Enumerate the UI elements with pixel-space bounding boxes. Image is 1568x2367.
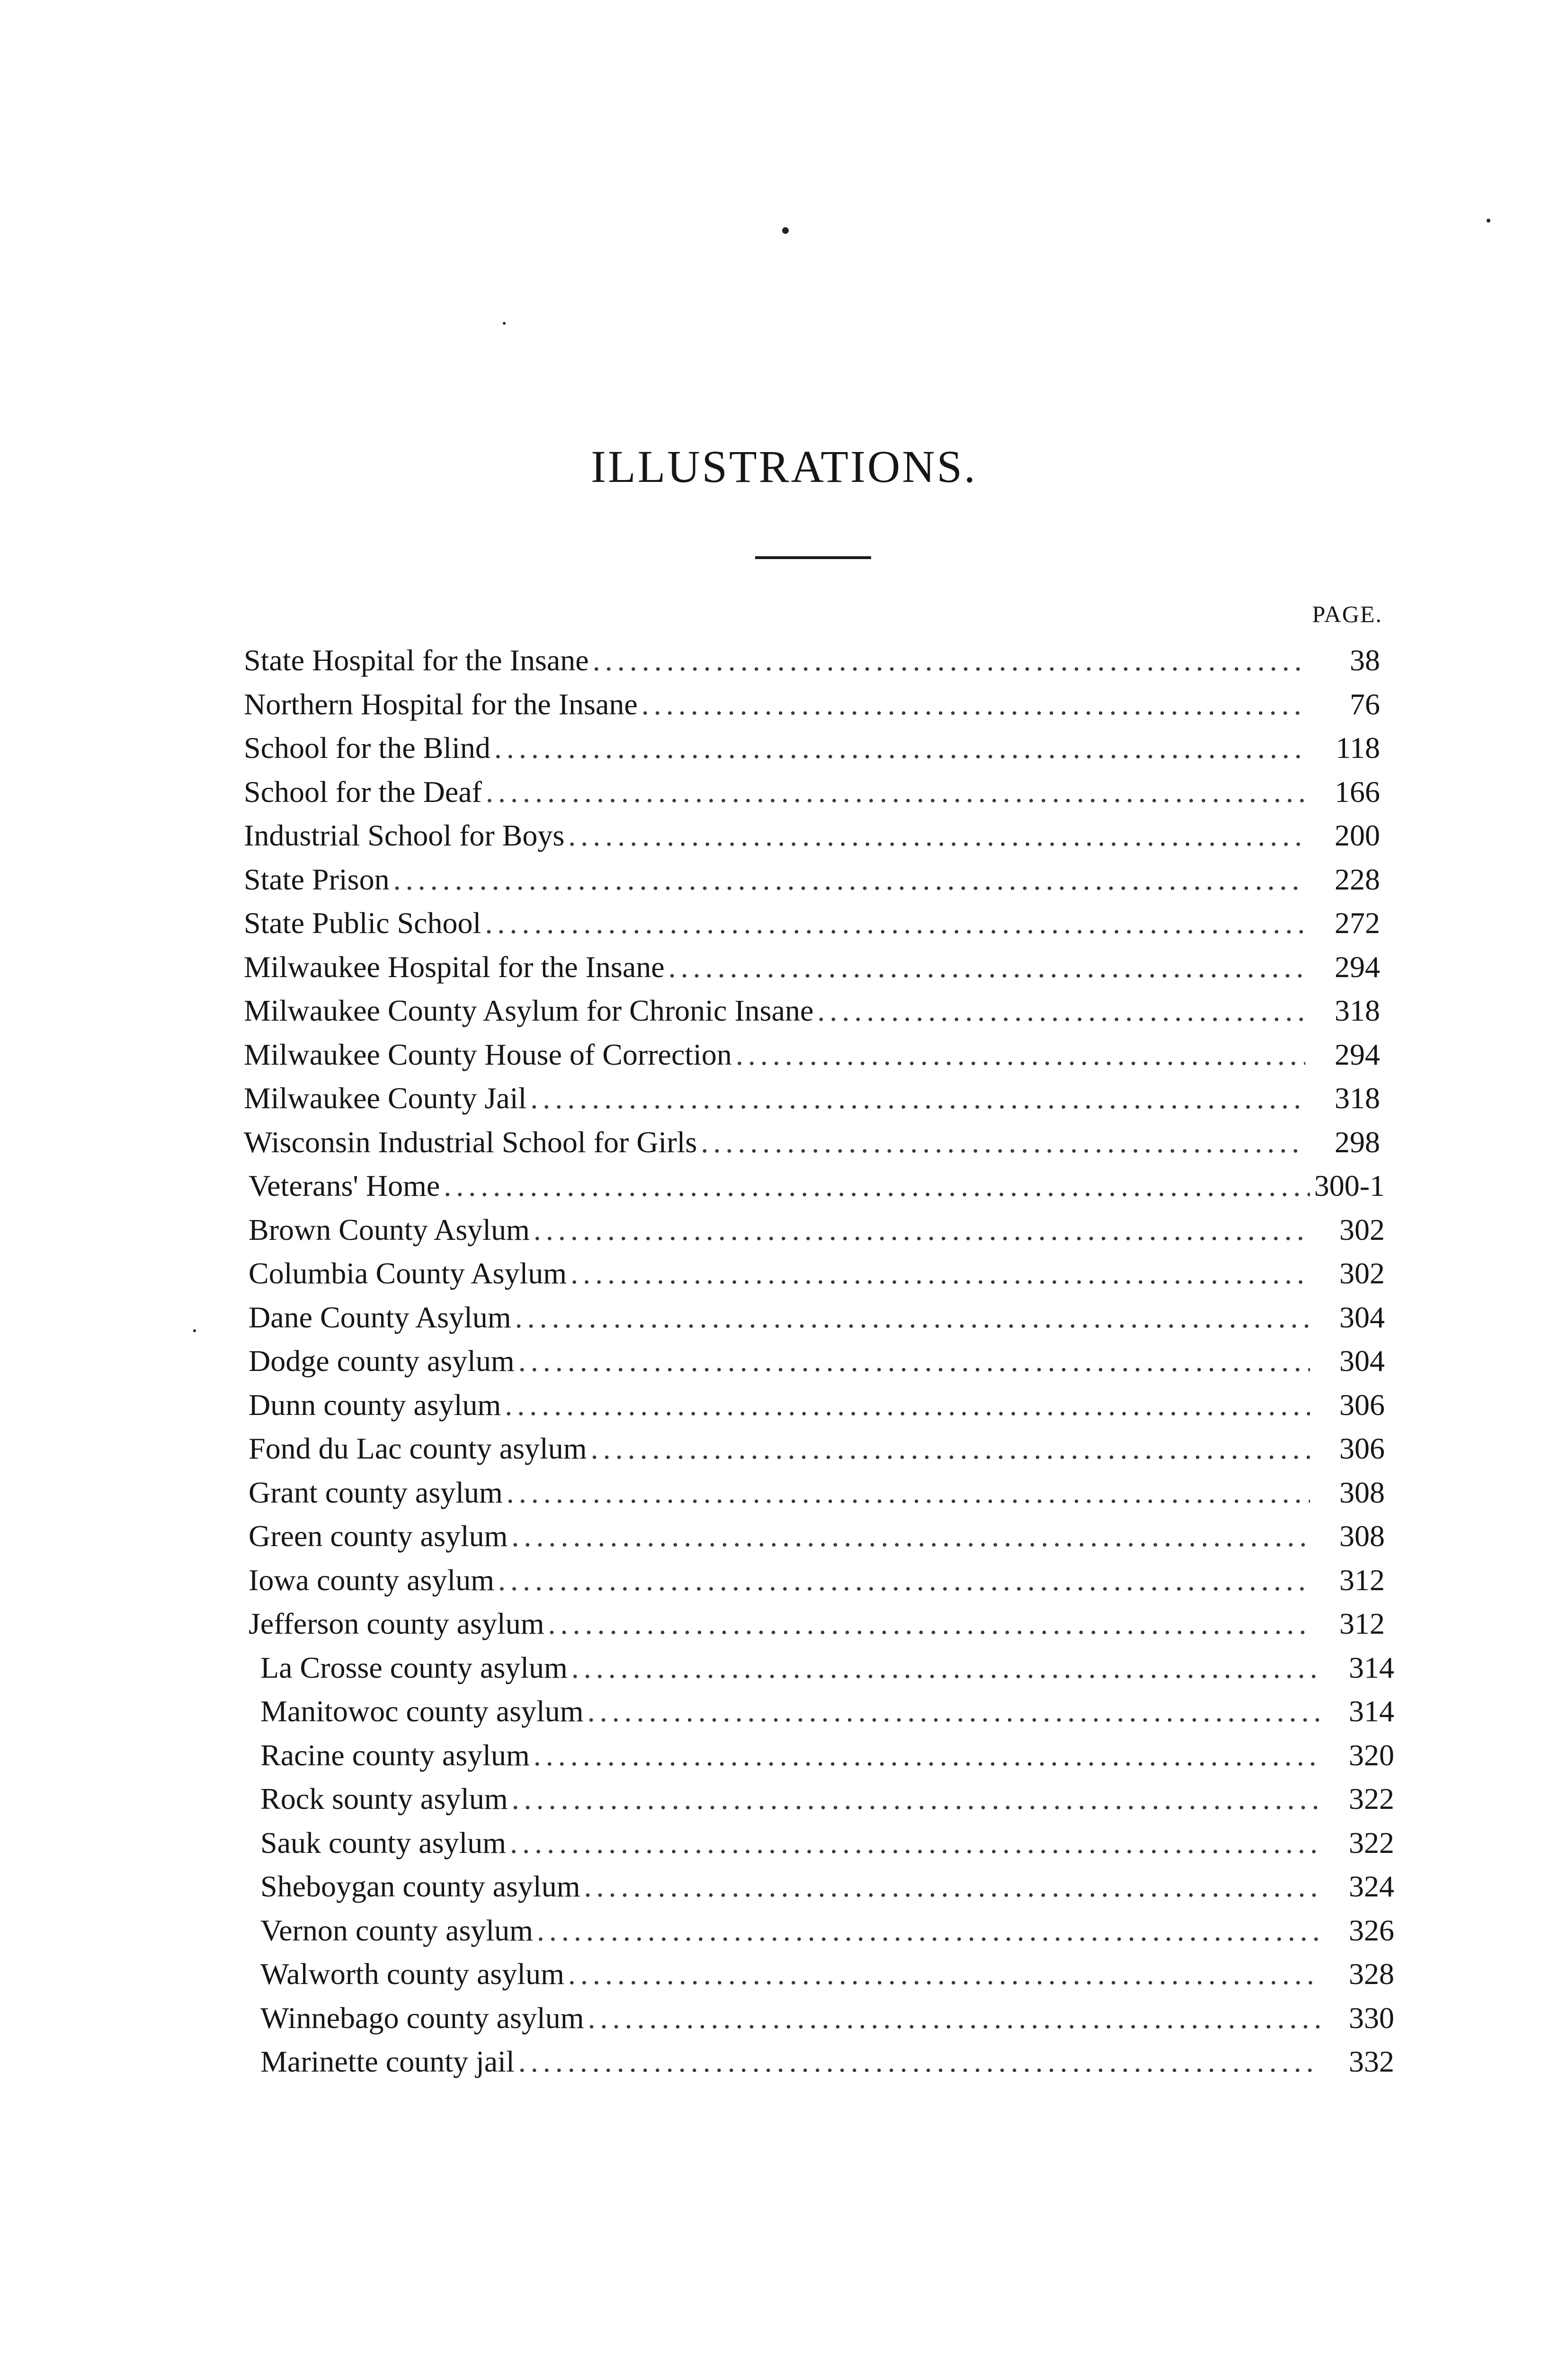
toc-entry-title: Iowa county asylum	[249, 1563, 494, 1597]
toc-entry	[249, 1209, 1385, 1251]
toc-entry-page: 312	[1339, 1563, 1385, 1597]
toc-entry	[244, 1033, 1380, 1076]
toc-entry	[249, 1296, 1385, 1339]
printer-speck	[503, 322, 506, 325]
toc-entry	[260, 1997, 1394, 2039]
toc-entry-page: 272	[1335, 906, 1380, 940]
toc-entry-page: 306	[1339, 1432, 1385, 1465]
toc-entry-page: 294	[1335, 950, 1380, 984]
toc-dot-leader	[548, 1602, 1310, 1645]
toc-entry	[249, 1427, 1385, 1470]
toc-entry	[249, 1471, 1385, 1514]
toc-dot-leader	[588, 1690, 1319, 1733]
toc-entry-title: Manitowoc county asylum	[260, 1694, 584, 1728]
toc-entry-title: Vernon county asylum	[260, 1913, 533, 1947]
toc-entry-page: 306	[1339, 1388, 1385, 1422]
toc-entry	[260, 1690, 1394, 1733]
toc-entry-title: Walworth county asylum	[260, 1957, 564, 1991]
toc-entry	[260, 2040, 1394, 2083]
toc-entry-title: Industrial School for Boys	[244, 819, 565, 852]
toc-entry	[249, 1340, 1385, 1382]
toc-entry-title: School for the Blind	[244, 731, 490, 765]
toc-entry-title: Dunn county asylum	[249, 1388, 501, 1422]
toc-entry-title: Jefferson county asylum	[249, 1607, 544, 1640]
toc-dot-leader	[518, 2040, 1319, 2083]
toc-entry-title: Brown County Asylum	[249, 1213, 530, 1246]
toc-entry-page: 314	[1349, 1694, 1394, 1728]
toc-entry-page: 324	[1349, 1869, 1394, 1903]
toc-dot-leader	[518, 1340, 1310, 1382]
toc-dot-leader	[537, 1909, 1319, 1952]
toc-entry-title: Milwaukee Hospital for the Insane	[244, 950, 665, 984]
toc-entry-title: Marinette county jail	[260, 2045, 515, 2078]
toc-dot-leader	[568, 1953, 1319, 1995]
toc-entry-page: 200	[1335, 819, 1380, 852]
toc-entry	[244, 683, 1380, 726]
toc-dot-leader	[511, 1515, 1310, 1557]
toc-entry-page: 320	[1349, 1738, 1394, 1772]
toc-entry-title: Milwaukee County Jail	[244, 1081, 527, 1115]
toc-entry-title: Wisconsin Industrial School for Girls	[244, 1125, 697, 1159]
toc-dot-leader	[444, 1165, 1310, 1207]
toc-entry-page: 322	[1349, 1782, 1394, 1815]
page-title: ILLUSTRATIONS.	[591, 441, 977, 492]
toc-entry-title: La Crosse county asylum	[260, 1651, 568, 1684]
toc-dot-leader	[584, 1865, 1319, 1908]
toc-entry-title: Milwaukee County House of Correction	[244, 1038, 732, 1071]
toc-entry	[244, 1077, 1380, 1120]
toc-entry-title: Northern Hospital for the Insane	[244, 687, 638, 721]
toc-entry-page: 300-1	[1314, 1169, 1385, 1202]
printer-speck	[1487, 219, 1490, 222]
toc-dot-leader	[512, 1778, 1319, 1820]
toc-entry-page: 118	[1336, 731, 1380, 765]
toc-entry	[244, 946, 1380, 988]
toc-entry-title: State Public School	[244, 906, 481, 940]
toc-entry-page: 228	[1335, 863, 1380, 896]
toc-entry	[244, 858, 1380, 901]
toc-entry	[249, 1559, 1385, 1602]
toc-dot-leader	[505, 1384, 1310, 1426]
toc-entry	[260, 1734, 1394, 1777]
toc-dot-leader	[568, 814, 1305, 857]
toc-entry-title: Fond du Lac county asylum	[249, 1432, 587, 1465]
toc-dot-leader	[486, 771, 1305, 813]
printer-speck	[782, 227, 789, 234]
toc-dot-leader	[485, 902, 1305, 944]
toc-entry	[260, 1822, 1394, 1864]
toc-entry	[244, 1121, 1380, 1164]
toc-dot-leader	[570, 1252, 1310, 1295]
toc-entry	[249, 1384, 1385, 1426]
toc-entry-page: 298	[1335, 1125, 1380, 1159]
toc-entry	[244, 902, 1380, 944]
toc-dot-leader	[534, 1734, 1319, 1777]
toc-dot-leader	[534, 1209, 1310, 1251]
toc-entry-title: Grant county asylum	[249, 1476, 503, 1509]
toc-entry-page: 294	[1335, 1038, 1380, 1071]
toc-dot-leader	[736, 1033, 1305, 1076]
toc-entry	[244, 989, 1380, 1032]
toc-entry-page: 76	[1350, 687, 1380, 721]
toc-entry	[244, 771, 1380, 813]
toc-entry-page: 314	[1349, 1651, 1394, 1684]
toc-dot-leader	[701, 1121, 1305, 1164]
toc-entry	[260, 1953, 1394, 1995]
toc-dot-leader	[494, 727, 1305, 769]
toc-entry-page: 330	[1349, 2001, 1394, 2035]
toc-entry-page: 332	[1349, 2045, 1394, 2078]
title-rule	[755, 556, 871, 559]
toc-entry-title: Dane County Asylum	[249, 1300, 511, 1334]
toc-entry-title: Sheboygan county asylum	[260, 1869, 580, 1903]
toc-entry-page: 318	[1335, 994, 1380, 1027]
toc-dot-leader	[641, 683, 1305, 726]
toc-entry	[244, 727, 1380, 769]
toc-entry	[260, 1909, 1394, 1952]
toc-entry	[260, 1646, 1394, 1689]
toc-entry-page: 308	[1339, 1519, 1385, 1553]
toc-dot-leader	[668, 946, 1305, 988]
printer-speck	[193, 1329, 196, 1332]
toc-entry-page: 166	[1335, 775, 1380, 809]
toc-entry	[249, 1515, 1385, 1557]
toc-dot-leader	[510, 1822, 1319, 1864]
toc-entry-page: 302	[1339, 1213, 1385, 1246]
toc-dot-leader	[817, 989, 1305, 1032]
toc-entry	[249, 1165, 1385, 1207]
toc-entry-title: Veterans' Home	[249, 1169, 440, 1202]
toc-entry-page: 308	[1339, 1476, 1385, 1509]
toc-entry	[249, 1252, 1385, 1295]
toc-entry-title: State Hospital for the Insane	[244, 643, 589, 677]
toc-dot-leader	[393, 858, 1305, 901]
toc-entry-title: State Prison	[244, 863, 390, 896]
toc-dot-leader	[507, 1471, 1310, 1514]
toc-entry-page: 326	[1349, 1913, 1394, 1947]
toc-dot-leader	[515, 1296, 1310, 1339]
toc-entry-title: Rock sounty asylum	[260, 1782, 508, 1815]
toc-entry	[244, 814, 1380, 857]
toc-entry-title: Green county asylum	[249, 1519, 508, 1553]
toc-entry-page: 312	[1339, 1607, 1385, 1640]
toc-entry-page: 328	[1349, 1957, 1394, 1991]
toc-entry-page: 304	[1339, 1344, 1385, 1378]
toc-entry-page: 38	[1350, 643, 1380, 677]
toc-entry-title: Sauk county asylum	[260, 1826, 507, 1860]
page-column-header: PAGE.	[1312, 601, 1382, 627]
toc-entry-title: Racine county asylum	[260, 1738, 530, 1772]
toc-dot-leader	[593, 639, 1305, 682]
toc-entry-title: School for the Deaf	[244, 775, 482, 809]
toc-entry	[244, 639, 1380, 682]
toc-entry	[249, 1602, 1385, 1645]
toc-entry-page: 322	[1349, 1826, 1394, 1860]
toc-dot-leader	[498, 1559, 1310, 1602]
toc-entry-title: Milwaukee County Asylum for Chronic Insane	[244, 994, 814, 1027]
toc-dot-leader	[591, 1427, 1310, 1470]
toc-entry-title: Dodge county asylum	[249, 1344, 515, 1378]
toc-entry	[260, 1778, 1394, 1820]
toc-dot-leader	[530, 1077, 1305, 1120]
toc-entry-page: 318	[1335, 1081, 1380, 1115]
toc-entry-page: 302	[1339, 1256, 1385, 1290]
toc-entry-page: 304	[1339, 1300, 1385, 1334]
toc-entry-title: Columbia County Asylum	[249, 1256, 567, 1290]
toc-entry	[260, 1865, 1394, 1908]
toc-entry-title: Winnebago county asylum	[260, 2001, 584, 2035]
toc-dot-leader	[588, 1997, 1320, 2039]
toc-dot-leader	[571, 1646, 1319, 1689]
